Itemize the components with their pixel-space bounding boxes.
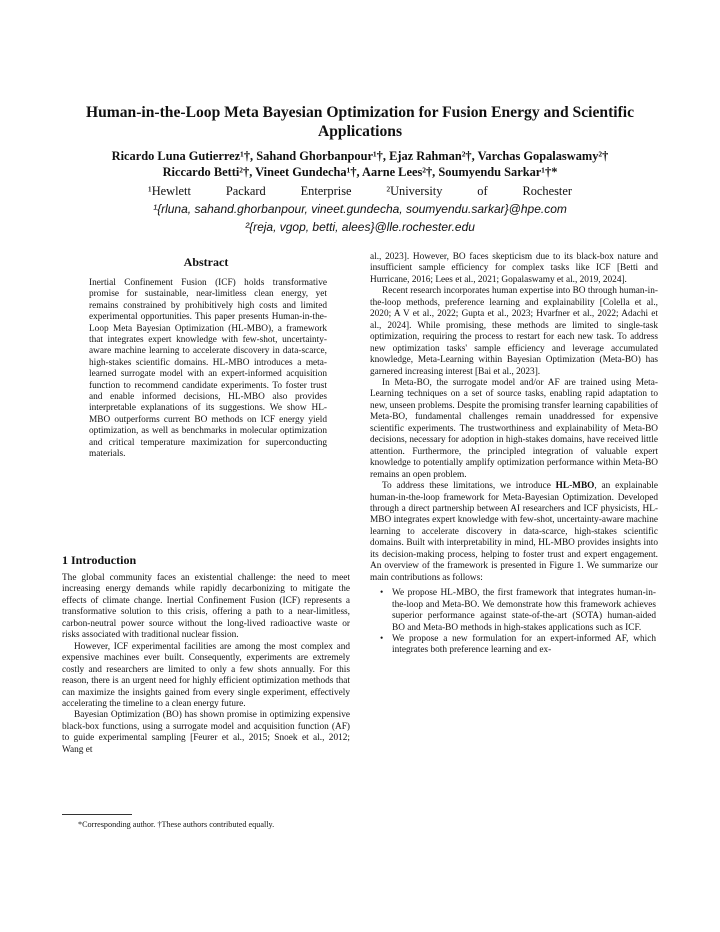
affiliation-word: Packard xyxy=(225,184,266,198)
paragraph xyxy=(370,481,658,584)
contributions-list xyxy=(370,588,658,657)
author-emails xyxy=(40,200,680,236)
paragraph: Recent research incorporates human expertise into BO through human-in-the-loop methods, preference learning and explainability [Colella et al., 2020; A V et al., 2022; Gupta et al., 2023; Hvarfner et al., 2022; Adachi et al., 2024]. While promising, these methods are limited to single-task optimization, requiring the process to restart for each new task. To address new optimization tasks' sample efficiency and leverage accumulated knowledge, Meta-Learning within Bayesian Optimization (Meta-BO) has garnered increasing interest [Bai et al., 2023]. xyxy=(370,286,658,377)
affiliation-word: ¹Hewlett xyxy=(148,184,191,198)
footnote-rule xyxy=(62,814,132,815)
list-item: • We propose HL-MBO, the first framework that integrates human-in-the-loop and Meta-BO. We demonstrate how this framework achieves superior performance against state-of-the-art (SOTA) human-aided BO and Meta-BO methods in high-stakes applications such as ICF. xyxy=(370,588,658,634)
text-run: , an explainable human-in-the-loop framework for Meta-Bayesian Optimization. Developed through a direct partnership between AI researchers and ICF physicists, HL-MBO integrates expert knowledge with few-shot, uncertainty-aware machine learning to accelerate discovery in data-scarce, high-stakes scientific domains. Built with interpretability in mind, HL-MBO provides insights into its decision-making process, helping to foster trust and expert engagement. An overview of the framework is presented in Figure 1. We summarize our main contributions as follows: xyxy=(370,481,658,583)
paragraph: al., 2023]. However, BO faces skepticism due to its black-box nature and insufficient sample efficiency for complex tasks like ICF [Betti and Hurricane, 2016; Lees et al., 2021; Gopalaswamy et al., 2019, 2024]. xyxy=(370,252,658,285)
affiliation-word: ²University xyxy=(386,184,443,198)
abstract-text: Inertial Confinement Fusion (ICF) holds transformative promise for sustainable, near-limitless clean energy, yet remains constrained by prohibitively high costs and limited experimental opportunities. This paper presents Human-in-the-Loop Meta Bayesian Optimization (HL-MBO), a framework that integrates expert knowledge with few-shot, uncertainty-aware machine learning to accelerate discovery in data-scarce, high-stakes scientific domains. HL-MBO introduces a meta-learned surrogate model with an expert-informed acquisition function to recommend candidate experiments. To foster trust and enable informed decisions, HL-MBO also provides interpretable explanations of its suggestions. We show HL-MBO outperforms current BO methods on ICF energy yield optimization, as well as benchmarks in molecular optimization and critical temperature maximization for superconducting materials. xyxy=(89,278,327,460)
paper-title: Human-in-the-Loop Meta Bayesian Optimization for Fusion Energy and Scientific Applications xyxy=(85,104,635,140)
footnote: *Corresponding author. †These authors contributed equally. xyxy=(78,820,275,829)
paragraph: However, ICF experimental facilities are among the most complex and expensive machines ever built. Consequently, experiments are extremely costly and researchers are limited to only a few shots annually. For this reason, there is an urgent need for highly efficient optimization methods that can maximize the insights gained from every single experiment, effectively accelerating the timeline to a clean energy future. xyxy=(62,641,350,709)
author-line-1: Ricardo Luna Gutierrez¹†, Sahand Ghorbanpour¹†, Ejaz Rahman²†, Varchas Gopalaswamy²† xyxy=(111,149,609,163)
paragraph: In Meta-BO, the surrogate model and/or AF are trained using Meta-Learning techniques on a set of source tasks, enabling rapid adaptation to new, unseen problems. Despite the promising transfer learning capabilities of Meta-BO, fundamental challenges remain unaddressed for expensive scientific experiments. The trustworthiness and explainability of Meta-BO decisions, necessary for adoption in high-stakes domains, have received little attention. Furthermore, the principled integration of valuable expert knowledge to potentially amplify optimization performance within Meta-BO remains an open problem. xyxy=(370,377,658,480)
author-list xyxy=(50,148,670,180)
email-line-2: ²{reja, vgop, betti, alees}@lle.rochester.edu xyxy=(245,220,475,234)
introduction-right-column xyxy=(370,252,658,657)
affiliation-word: of xyxy=(477,184,488,198)
list-item: • We propose a new formulation for an expert-informed AF, which integrates both preference learning and ex- xyxy=(370,634,658,657)
abstract-heading: Abstract xyxy=(183,255,229,269)
affiliations xyxy=(148,183,572,199)
email-line-1: ¹{rluna, sahand.ghorbanpour, vineet.gundecha, soumyendu.sarkar}@hpe.com xyxy=(153,202,567,216)
paragraph: Bayesian Optimization (BO) has shown promise in optimizing expensive black-box functions, using a surrogate model and acquisition function (AF) to guide experimental sampling [Feurer et al., 2015; Snoek et al., 2012; Wang et xyxy=(62,710,350,755)
section-heading-introduction: 1 Introduction xyxy=(62,553,137,567)
paragraph: The global community faces an existential challenge: the need to meet increasing energy demands while rapidly decarbonizing to mitigate the effects of climate change. Inertial Confinement Fusion (ICF) represents a transformative solution to this crisis, offering a path to a near-limitless, carbon-neutral power source without the long-lived radioactive waste or risks associated with traditional nuclear fission. xyxy=(62,573,350,641)
affiliation-word: Enterprise xyxy=(300,184,352,198)
introduction-left-column xyxy=(62,573,350,756)
framework-name: HL-MBO xyxy=(555,481,595,492)
text-run: To address these limitations, we introduce xyxy=(382,481,556,492)
author-line-2: Riccardo Betti²†, Vineet Gundecha¹†, Aarne Lees²†, Soumyendu Sarkar¹†* xyxy=(162,165,558,179)
affiliation-word: Rochester xyxy=(522,184,572,198)
